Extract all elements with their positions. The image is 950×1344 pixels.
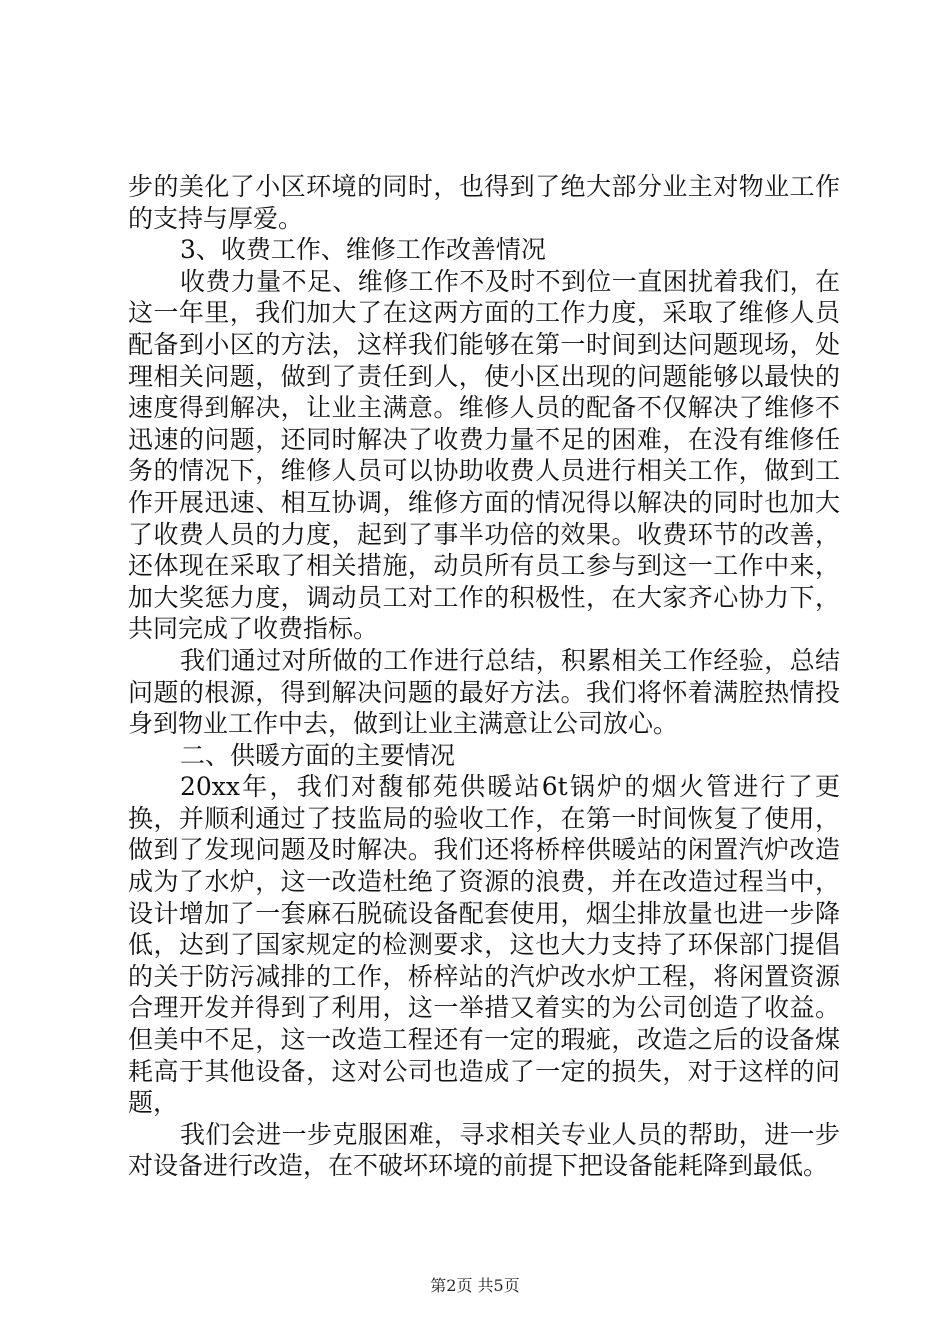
page-footer: 第2页 共5页 <box>430 1276 520 1295</box>
section-heading-fees-maintenance: 3、收费工作、维修工作改善情况 <box>180 235 546 265</box>
paragraph-continuation: 步的美化了小区环境的同时，也得到了绝大部分业主对物业工作的支持与厚爱。 <box>128 172 840 233</box>
paragraph-heating-followup: 我们会进一步克服困难，寻求相关专业人员的帮助，进一步对设备进行改造，在不破坏环境的前提下把设备能耗降到最低。 <box>128 1119 840 1181</box>
paragraph-fees-maintenance: 收费力量不足、维修工作不及时不到位一直困扰着我们，在这一年里，我们加大了在这两方面的工作力度，采取了维修人员配备到小区的方法，这样我们能够在第一时间到达问题现场，处理相关问题，做到了责任到人，使小区出现的问题能够以最快的速度得到解决，让业主满意。维修人员的配备不仅解决了维修不迅速的问题，还同时解决了收费力量不足的困难，在没有维修任务的情况下，维修人员可以协助收费人员进行相关工作，做到工作开展迅速、相互协调，维修方面的情况得以解决的同时也加大了收费人员的力度，起到了事半功倍的效果。收费环节的改善，还体现在采取了相关措施，动员所有员工参与到这一工作中来，加大奖惩力度，调动员工对工作的积极性，在大家齐心协力下，共同完成了收费指标。 <box>128 266 840 644</box>
paragraph-heating: 20xx年，我们对馥郁苑供暖站6t锅炉的烟火管进行了更换，并顺利通过了技监局的验收工作，在第一时间恢复了使用，做到了发现问题及时解决。我们还将桥梓供暖站的闲置汽炉改造成为了水炉，这一改造杜绝了资源的浪费，并在改造过程当中，设计增加了一套麻石脱硫设备配套使用，烟尘排放量也进一步降低，达到了国家规定的检测要求，这也大力支持了环保部门提倡的关于防污减排的工作，桥梓站的汽炉改水炉工程，将闲置资源合理开发并得到了利用，这一举措又着实的为公司创造了收益。但美中不足，这一改造工程还有一定的瑕疵，改造之后的设备煤耗高于其他设备，这对公司也造成了一定的损失，对于这样的问题， <box>128 772 840 1118</box>
section-heading-heating: 二、供暖方面的主要情况 <box>180 740 456 770</box>
document-body <box>128 171 840 1182</box>
paragraph-summary: 我们通过对所做的工作进行总结，积累相关工作经验，总结问题的根源，得到解决问题的最好方法。我们将怀着满腔热情投身到物业工作中去，做到让业主满意让公司放心。 <box>128 645 840 739</box>
